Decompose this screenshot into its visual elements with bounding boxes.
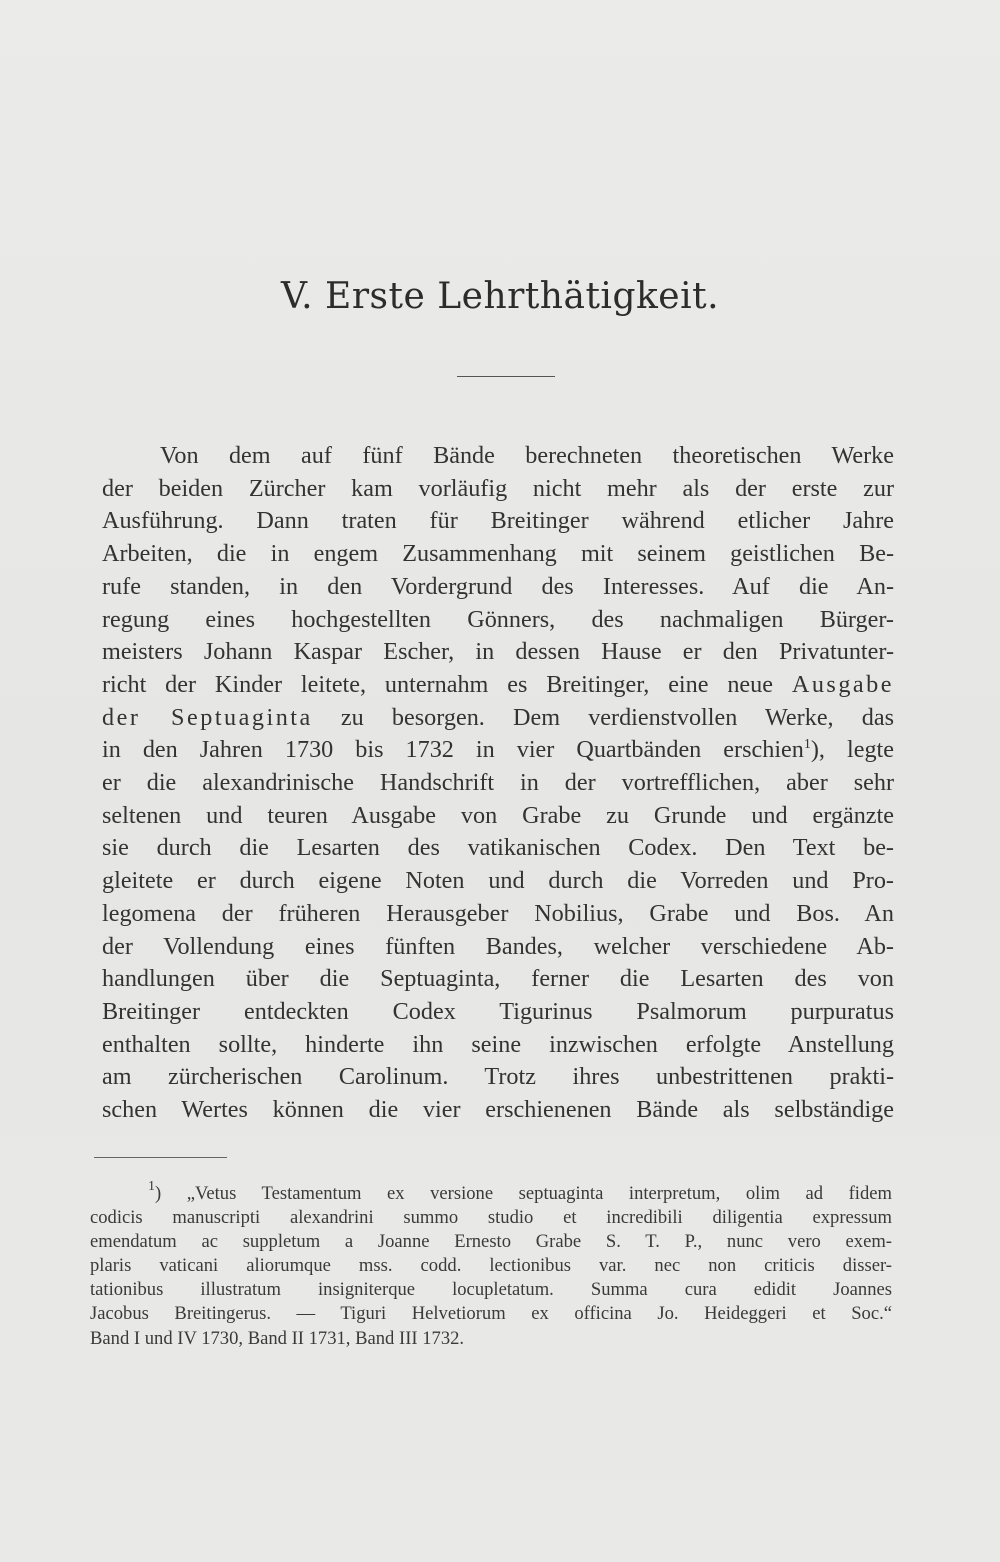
text-line-part: richt der Kinder leitete, unternahm es Breitinger, eine neue bbox=[102, 670, 773, 698]
footnote-line: Jacobus Breitingerus. — Tiguri Helvetiorum ex officina Jo. Heideggeri et Soc.“ bbox=[90, 1303, 892, 1325]
spaced-emphasis: Ausgabe bbox=[791, 670, 894, 698]
text-line: der Vollendung eines fünften Bandes, welcher verschiedene Ab- bbox=[102, 932, 894, 960]
text-line: enthalten sollte, hinderte ihn seine inzwischen erfolgte Anstellung bbox=[102, 1030, 894, 1058]
text-line: Ausführung. Dann traten für Breitinger während etlicher Jahre bbox=[102, 507, 894, 535]
footnote-reference: 1 bbox=[803, 737, 811, 753]
text-line: meisters Johann Kaspar Escher, in dessen Hause er den Privatunter- bbox=[102, 638, 894, 666]
text-line bbox=[102, 669, 894, 702]
footnote-line: codicis manuscripti alexandrini summo studio et incredibili diligentia expressum bbox=[90, 1207, 892, 1229]
text-line: der beiden Zürcher kam vorläufig nicht mehr als der erste zur bbox=[102, 474, 894, 502]
text-line-part: zu besorgen. Dem verdienstvollen Werke, das bbox=[340, 703, 895, 731]
text-line: legomena der früheren Herausgeber Nobilius, Grabe und Bos. An bbox=[102, 899, 894, 927]
text-line: seltenen und teuren Ausgabe von Grabe zu Grunde und ergänzte bbox=[102, 801, 894, 829]
text-line: am zürcherischen Carolinum. Trotz ihres unbestrittenen prakti- bbox=[102, 1063, 894, 1091]
footnote-line: plaris vaticani aliorumque mss. codd. lectionibus var. nec non criticis disser- bbox=[90, 1255, 892, 1277]
text-line bbox=[102, 702, 894, 735]
text-line-part: ), legte bbox=[810, 736, 894, 764]
footnote-line bbox=[90, 1179, 892, 1206]
text-line: gleitete er durch eigene Noten und durch die Vorreden und Pro- bbox=[102, 867, 894, 895]
title-divider bbox=[457, 376, 555, 377]
footnote-line-text: ) „Vetus Testamentum ex versione septuaginta interpretum, olim ad fidem bbox=[155, 1183, 892, 1204]
text-line: schen Wertes können die vier erschienenen Bände als selbständige bbox=[102, 1096, 894, 1124]
footnote-marker: 1 bbox=[148, 1179, 155, 1194]
footnote-line: tationibus illustratum insigniterque locupletatum. Summa cura edidit Joannes bbox=[90, 1279, 892, 1301]
footnote bbox=[90, 1179, 892, 1351]
text-line: regung eines hochgestellten Gönners, des nachmaligen Bürger- bbox=[102, 605, 894, 633]
text-line: Arbeiten, die in engem Zusammenhang mit seinem geistlichen Be- bbox=[102, 540, 894, 568]
chapter-title: V. Erste Lehrthätigkeit. bbox=[280, 276, 720, 317]
text-line: Breitinger entdeckten Codex Tigurinus Psalmorum purpuratus bbox=[102, 997, 894, 1025]
body-paragraph bbox=[102, 440, 894, 1127]
text-line: er die alexandrinische Handschrift in der vortrefflichen, aber sehr bbox=[102, 769, 894, 797]
text-line: sie durch die Lesarten des vatikanischen Codex. Den Text be- bbox=[102, 834, 894, 862]
footnote-line: emendatum ac suppletum a Joanne Ernesto Grabe S. T. P., nunc vero exem- bbox=[90, 1231, 892, 1253]
text-line: rufe standen, in den Vordergrund des Interesses. Auf die An- bbox=[102, 572, 894, 600]
text-line: handlungen über die Septuaginta, ferner die Lesarten des von bbox=[102, 965, 894, 993]
text-line: Von dem auf fünf Bände berechneten theoretischen Werke bbox=[160, 442, 894, 469]
footnote-line: Band I und IV 1730, Band II 1731, Band III 1732. bbox=[90, 1327, 465, 1349]
spaced-emphasis: der Septuaginta bbox=[102, 703, 313, 731]
text-line-part: in den Jahren 1730 bis 1732 in vier Quartbänden erschien bbox=[102, 736, 804, 764]
footnote-divider bbox=[94, 1157, 227, 1158]
text-line bbox=[102, 734, 894, 767]
